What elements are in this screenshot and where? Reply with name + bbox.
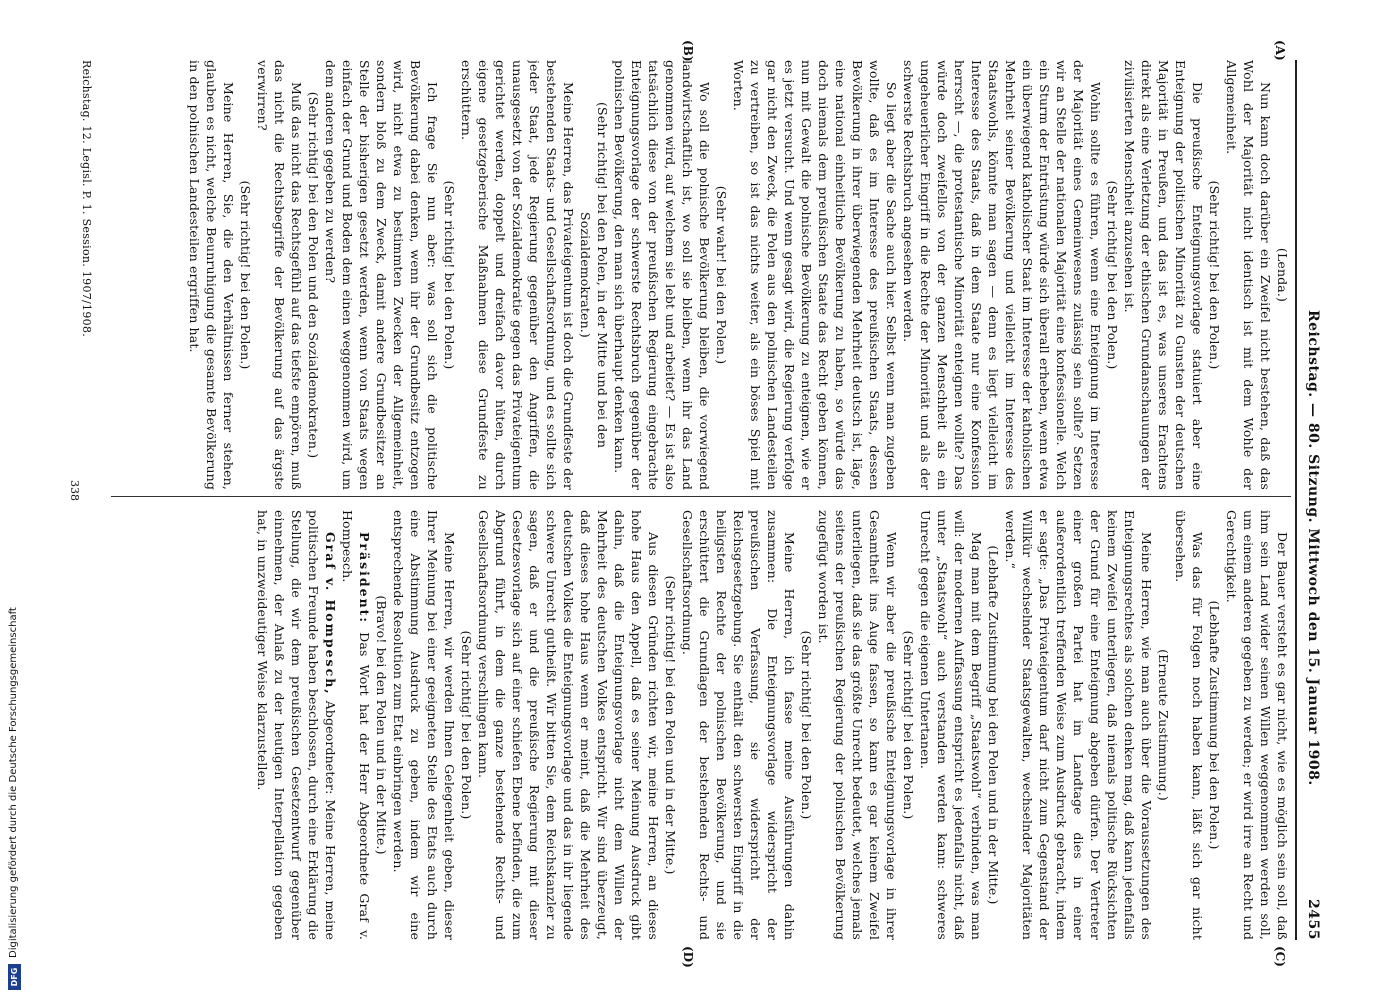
- margin-marker-b: (B): [681, 40, 695, 62]
- body-paragraph: Die preußische Enteignungsvorlage statuiert aber eine Enteignung der politischen Minorität zu Gunsten der deutschen Majorität in Preußen, und das ist es, was unseres Erachtens direkt als eine Verletzung der ethischen Grundanschauungen der zivilisierten Menschheit anzusehen ist.: [1122, 60, 1205, 490]
- interjection: (Sehr richtig! bei den Polen.): [1105, 180, 1120, 370]
- footer-publication: Reichstag. 12. Legisl. P. 1. Session. 1907/1908.: [80, 60, 93, 338]
- speaker-text: Abgeordneter: Meine Herren, meine politischen Freunde haben beschlossen, durch eine Erklärung die Stellung, die wir dem preußischen Gesetzentwurf gegenüber einnehmen, der Anlaß zu der heutigen Interpellation gegeben hat, in unzweideutiger Weise klarzustellen.: [255, 510, 338, 940]
- interjection: (Sehr richtig! bei den Polen.): [459, 630, 474, 820]
- running-head: Reichstag. — 80. Sitzung. Mittwoch den 15. Januar 1908.: [1305, 310, 1321, 786]
- body-paragraph: Meine Herren, wir werden Ihnen Gelegenheit geben, dieser Ihrer Meinung bei einer geeigneten Stelle des Etats auch durch eine Abstimmung Ausdruck zu geben, indem wir eine entsprechende Resolution zum Etat einbringen werden.: [391, 510, 457, 940]
- body-paragraph: Meine Herren, ich fasse meine Ausführungen dahin zusammen: Die Enteignungsvorlage widerspricht der preußischen Verfassung, sie widerspricht der Reichsgesetzgebung. Sie enthält den schwersten Eingriff in die heiligsten Rechte der polnischen Bevölkerung, und sie erschüttert die Grundlagen der bestehenden Rechts- und Gesellschaftsordnung.: [680, 510, 797, 940]
- footer-sheet-number: 338: [68, 480, 81, 501]
- body-paragraph: Der Bauer versteht es gar nicht, wie es möglich sein soll, daß ihm sein Land wider seinen Willen weggenommen werden soll, um einem anderen gegeben zu werden; er wird irre an Recht und Gerechtigkeit.: [1224, 510, 1290, 940]
- interjection: (Sehr wahr! bei den Polen.): [714, 185, 729, 365]
- interjection: (Sehr richtig! bei den Polen, in der Mitte und bei den Sozialdemokraten.): [578, 101, 610, 449]
- body-paragraph: Meine Herren, wie man auch über die Voraussetzungen des Enteignungsrechtes als solchen denken mag, daß kann jedenfalls keinem Zweifel unterliegen, daß niemals politische Rücksichten der Grund für eine Enteignung abgeben dürfen. Der Vertreter einer großen Partei hat im Landtage dies in einer außerordentlich treffenden Weise zum Ausdruck gebracht, indem er sagte: „Das Privateigentum darf nicht zum Gegenstand der Willkür wechselnder Staatsgewalten, wechselnder Majoritäten werden.“: [1003, 510, 1154, 940]
- column-divider: [111, 496, 1291, 497]
- interjection: (Sehr richtig! bei den Polen.): [238, 180, 253, 370]
- speaker-paragraph: [254, 510, 339, 940]
- body-paragraph: Aus diesen Gründen richten wir, meine Herren, an dieses hohe Haus den Appell, daß es seiner Meinung Ausdruck gibt dahin, daß die Enteignungsvorlage nicht dem Willen der Mehrheit des deutschen Volkes entspricht. Wir sind überzeugt, daß dieses hohe Haus wenn er meint, daß die Mehrheit des deutschen Volkes die Enteignungsvorlage und das in ihr liegende schwere Unrecht gutheißt. Wir bitten Sie, dem Reichskanzler zu sagen, daß er und die preußische Regierung mit dieser Gesetzesvorlage sich auf einer schiefen Ebene befinden, die zum Abgrund führt, in dem die ganze bestehende Rechts- und Gesellschaftsordnung verschlingen kann.: [476, 510, 661, 940]
- interjection: (Erneute Zustimmung.): [1156, 649, 1171, 801]
- interjection: (Sehr richtig! bei den Polen.): [1207, 180, 1222, 370]
- interjection: (Sehr richtig! bei den Polen.): [901, 630, 916, 820]
- body-paragraph: Nun kann doch darüber ein Zweifel nicht bestehen, daß das Wohl der Majorität nicht identisch ist mit dem Wohle der Allgemeinheit.: [1224, 60, 1273, 490]
- body-paragraph: Meine Herren, das Privateigentum ist doch die Grundfeste der bestehenden Staats- und Gesellschaftsordnung, und es sollte sich jeder Staat, jede Regierung gegenüber den Angriffen, die unausgesetzt von der Sozialdemokratie gegen das Privateigentum gerichtet werden, doppelt und dreifach davor hüten, durch eigene gesetzgeberische Maßnahmen diese Grundfeste zu erschüttern.: [459, 60, 576, 490]
- speaker-paragraph: [339, 510, 373, 940]
- page-header: [1301, 60, 1321, 940]
- text-column-right: [101, 510, 1291, 940]
- margin-marker-a: (A): [1273, 40, 1287, 61]
- body-paragraph: Mag man mit dem Begriff „Staatswohl“ verbinden, was man will: der modernen Auffassung entspricht es jedenfalls nicht, daß unter „Staatswohl“ auch verstanden werden kann: schweres Unrecht gegen die eigenen Untertanen.: [918, 510, 984, 940]
- interjection: (Bravo! bei den Polen und in der Mitte.): [374, 595, 389, 855]
- dfg-logo-badge: DFG: [8, 964, 21, 990]
- interjection: (Lenda.): [1275, 247, 1290, 303]
- interjection: (Sehr richtig! bei den Polen.): [799, 630, 814, 820]
- margin-marker-c: (C): [1273, 946, 1287, 967]
- margin-marker-d: (D): [681, 946, 695, 968]
- speaker-name: Präsident:: [357, 532, 372, 625]
- body-paragraph: Wohin sollte es führen, wenn eine Enteignung im Interesse der Majorität eines Gemeinwesens zulässig sein sollte? Setzen wir an Stelle der nationalen Majorität eine konfessionelle. Welch ein Sturm der Entrüstung würde sich überall erheben, wenn etwa ein überwiegend katholischer Staat im Interesse der katholischen Mehrheit seiner Bevölkerung und vielleicht im Interesse des Staatswohls, könnte man sagen — denn es liegt vielleicht im Interesse des Staats, daß in dem Staate nur eine Konfession herrscht —, die protestantische Minorität enteignen wollte? Das würde doch zweifellos von der ganzen Menschheit als ein ungeheuerlicher Eingriff in die Rechte der Minorität und als der schwerste Rechtsbruch angesehen werden.: [901, 60, 1103, 490]
- speaker-text: Das Wort hat der Herr Abgeordnete Graf v. Hompesch.: [340, 510, 372, 940]
- digitization-credit: Digitalisierung gefördert durch die Deutsche Forschungsgemeinschaft: [8, 607, 19, 958]
- body-paragraph: Meine Herren, Sie, die den Verhältnissen ferner stehen, glauben es nicht, welche Beunruhigung die gesamte Bevölkerung in den polnischen Landesteilen ergriffen hat.: [187, 60, 236, 490]
- body-paragraph: Muß das nicht das Rechtsgefühl auf das tiefste empören, muß das nicht die Rechtsbegriffe der Bevölkerung auf das ärgste verwirren?: [255, 60, 304, 490]
- interjection: (Sehr richtig! bei den Polen und in der Mitte.): [663, 575, 678, 875]
- body-paragraph: Wo soll die polnische Bevölkerung bleiben, die vorwiegend landwirtschaftlich ist, wo soll sie bleiben, wenn ihr das Land genommen wird, auf welchem sie lebt und arbeitet? — Es ist also tatsächlich diese von der preußischen Regierung eingebrachte Enteignungsvorlage der schwerste Rechtsbruch gegenüber der polnischen Bevölkerung, den man sich überhaupt denken kann.: [612, 60, 712, 490]
- body-paragraph: So liegt aber die Sache auch hier. Selbst wenn man zugeben wollte, daß es im Interesse des preußischen Staats, dessen Bevölkerung in ihrer überwiegenden Mehrheit deutsch ist, läge, eine national einheitliche Bevölkerung zu haben, so würde das doch niemals dem preußischen Staate das Recht geben können, nun mit Gewalt die polnische Bevölkerung zu enteignen, wie er es jetzt versucht. Und wenn gesagt wird, die Regierung verfolge gar nicht den Zweck, die Polen aus den polnischen Landesteilen zu vertreiben, so ist das nichts weiter, als ein böses Spiel mit Worten.: [731, 60, 899, 490]
- page-number: 2455: [1305, 899, 1321, 940]
- interjection: (Lebhafte Zustimmung bei den Polen.): [1207, 600, 1222, 850]
- body-paragraph: Wenn wir aber die preußische Enteignungsvorlage in ihrer Gesamtheit ins Auge fassen, so kann es gar keinem Zweifel unterliegen, daß sie das größte Unrecht bedeutet, welches jemals seitens der preußischen Regierung der polnischen Bevölkerung zugefügt worden ist.: [816, 510, 899, 940]
- speaker-name: Graf v. Hompesch,: [323, 532, 338, 696]
- text-column-left: [101, 60, 1291, 490]
- header-rule: [1295, 60, 1297, 940]
- interjection: (Sehr richtig! bei den Polen.): [442, 180, 457, 370]
- body-paragraph: Was das für Folgen noch haben kann, läßt sich gar nicht übersehen.: [1173, 510, 1205, 940]
- interjection: (Sehr richtig! bei den Polen und den Sozialdemokraten.): [306, 91, 321, 459]
- side-credit-strip: [0, 0, 30, 1000]
- body-paragraph: Ich frage Sie nun aber: was soll sich die politische Bevölkerung dabei denken, wenn ihr der Grundbesitz entzogen wird, nicht etwa zu bestimmten Zwecken der Allgemeinheit, sondern bloß zu dem Zweck, damit andere Grundbesitzer an Stelle der bisherigen gesetzt werden, wenn von Staats wegen einfach der Grund und Boden dem einen weggenommen wird, um dem anderen gegeben zu werden?: [323, 60, 440, 490]
- interjection: (Lebhafte Zustimmung bei den Polen und in der Mitte.): [986, 545, 1001, 905]
